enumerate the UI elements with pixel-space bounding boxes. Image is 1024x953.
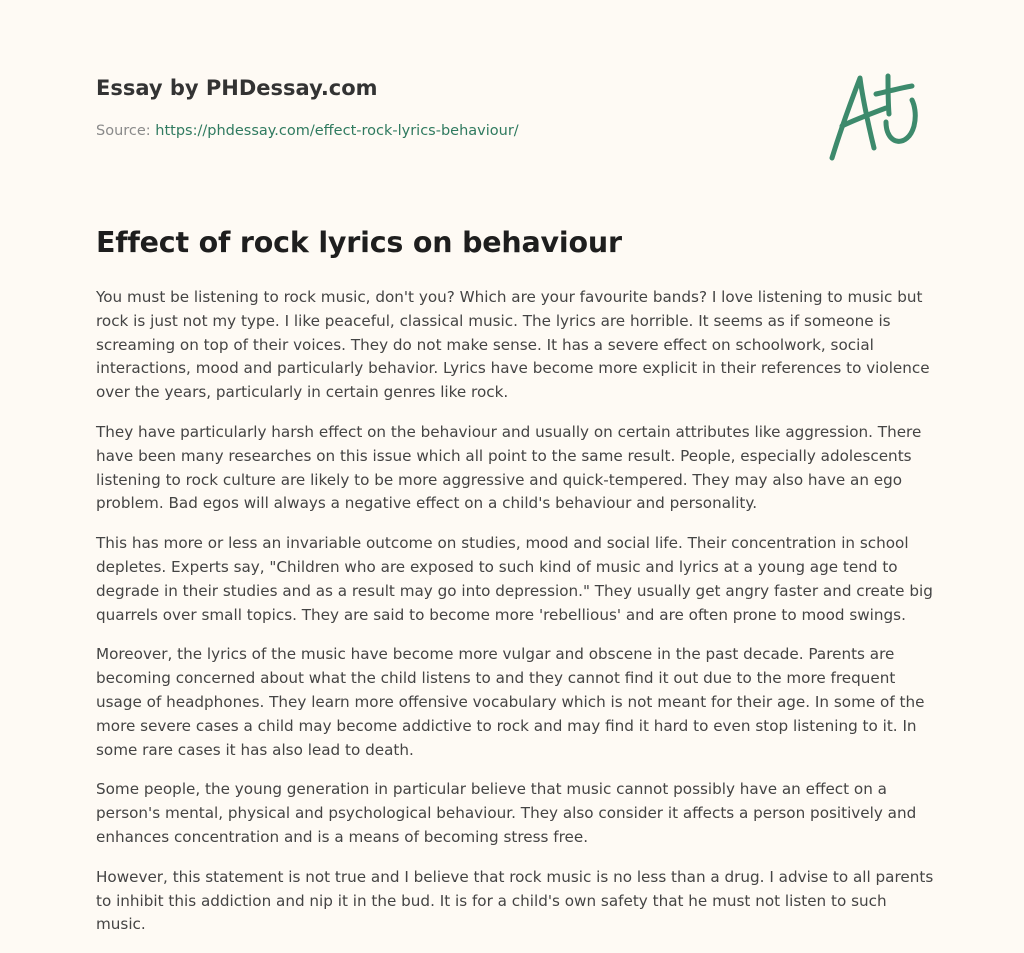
article-title: Effect of rock lyrics on behaviour	[96, 226, 622, 259]
site-brand: Essay by PHDessay.com	[96, 76, 378, 100]
paragraph: They have particularly harsh effect on the behaviour and usually on certain attributes like aggression. There have been many researches on this issue which all point to the same result. People, especially adolescents listening to rock culture are likely to be more aggressive and quick-tempered. They may also have an ego problem. Bad egos will always a negative effect on a child's behaviour and personality.	[96, 422, 922, 513]
paragraph: Moreover, the lyrics of the music have become more vulgar and obscene in the past decade. Parents are becoming concerned about what the child listens to and they cannot find it out due to the more frequent usage of headphones. They learn more offensive vocabulary which is not meant for their age. In some of the more severe cases a child may become addictive to rock and may find it hard to even stop listening to it. In some rare cases it has also lead to death.	[96, 645, 925, 759]
paragraph: You must be listening to rock music, don't you? Which are your favourite bands? I love listening to music but rock is just not my type. I like peaceful, classical music. The lyrics are horrible. It seems as if someone is screaming on top of their voices. They do not make sense. It has a severe effect on schoolwork, social interactions, mood and particularly behavior. Lyrics have become more explicit in their references to violence over the years, particularly in certain genres like rock.	[96, 288, 930, 402]
article-body	[96, 286, 936, 953]
paragraph: However, this statement is not true and I believe that rock music is no less than a drug. I advise to all parents to inhibit this addiction and nip it in the bud. It is for a child's own safety that he must not listen to such music.	[96, 867, 934, 934]
paragraph: Some people, the young generation in particular believe that music cannot possibly have an effect on a person's mental, physical and psychological behaviour. They also consider it affects a person positively and enhances concentration and is a means of becoming stress free.	[96, 780, 917, 846]
source-line	[96, 123, 519, 139]
paragraph: This has more or less an invariable outcome on studies, mood and social life. Their concentration in school depletes. Experts say, "Children who are exposed to such kind of music and lyrics at a young age tend to degrade in their studies and as a result may go into depression." They usually get angry faster and create big quarrels over small topics. They are said to become more 'rebellious' and are often prone to mood swings.	[96, 534, 933, 624]
a-plus-grade-icon	[826, 68, 926, 164]
source-link[interactable]: https://phdessay.com/effect-rock-lyrics-behaviour/	[155, 123, 519, 139]
source-label: Source:	[96, 123, 151, 139]
